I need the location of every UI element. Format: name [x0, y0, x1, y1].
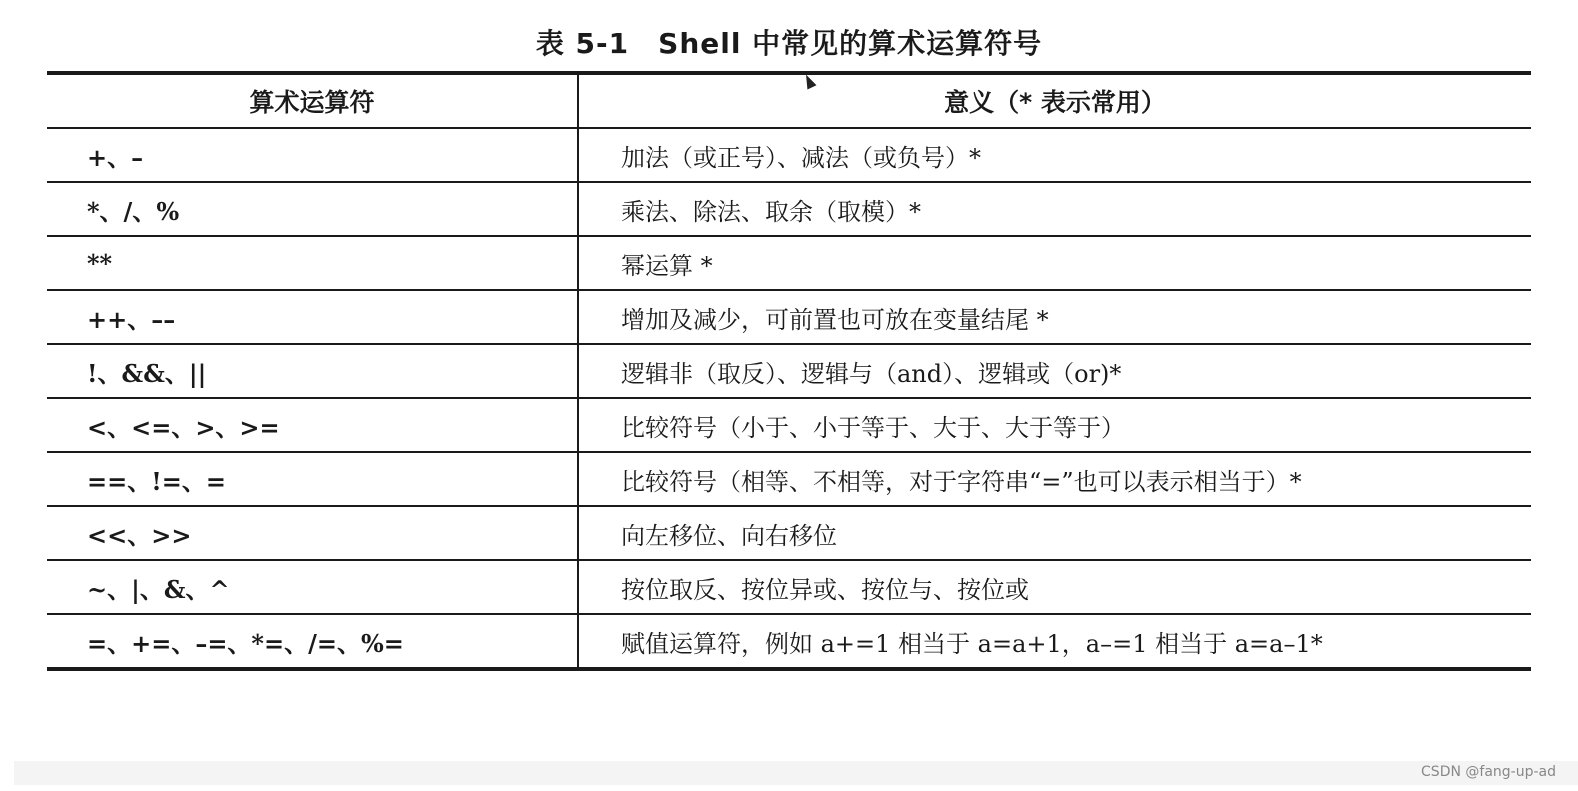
operator-cell: +、–: [47, 128, 578, 182]
meaning-cell: 比较符号（小于、小于等于、大于、大于等于）: [578, 398, 1531, 452]
table-row: [47, 236, 1531, 290]
header-meaning: 意义（* 表示常用）: [578, 73, 1531, 128]
operator-cell: **: [47, 236, 578, 290]
table-row: [47, 128, 1531, 182]
operator-cell: ++、––: [47, 290, 578, 344]
meaning-cell: 逻辑非（取反）、逻辑与（and）、逻辑或（or)*: [578, 344, 1531, 398]
meaning-cell: 比较符号（相等、不相等，对于字符串“=”也可以表示相当于）*: [578, 452, 1531, 506]
table-header-row: [47, 73, 1531, 128]
table-row: [47, 452, 1531, 506]
meaning-cell: 赋值运算符，例如 a+=1 相当于 a=a+1，a–=1 相当于 a=a–1*: [578, 614, 1531, 669]
meaning-cell: 增加及减少，可前置也可放在变量结尾 *: [578, 290, 1531, 344]
operator-cell: =、+=、–=、*=、/=、%=: [47, 614, 578, 669]
table-row: [47, 560, 1531, 614]
meaning-cell: 向左移位、向右移位: [578, 506, 1531, 560]
watermark: CSDN @fang-up-ad: [1421, 764, 1556, 780]
table-row: [47, 182, 1531, 236]
operator-cell: <、<=、>、>=: [47, 398, 578, 452]
table-title: 表 5-1 Shell 中常见的算术运算符号: [535, 27, 1043, 60]
table-row: [47, 344, 1531, 398]
meaning-cell: 幂运算 *: [578, 236, 1531, 290]
meaning-cell: 加法（或正号）、减法（或负号）*: [578, 128, 1531, 182]
operator-cell: ~、|、&、^: [47, 560, 578, 614]
meaning-cell: 按位取反、按位异或、按位与、按位或: [578, 560, 1531, 614]
operator-cell: ==、!=、=: [47, 452, 578, 506]
table-row: [47, 290, 1531, 344]
operator-cell: *、/、%: [47, 182, 578, 236]
table-row: [47, 398, 1531, 452]
meaning-cell: 乘法、除法、取余（取模）*: [578, 182, 1531, 236]
operator-cell: !、&&、||: [47, 344, 578, 398]
footer-bar: [14, 761, 1578, 785]
table-row: [47, 506, 1531, 560]
operator-cell: <<、>>: [47, 506, 578, 560]
table-row: [47, 614, 1531, 669]
header-operator: 算术运算符: [47, 73, 578, 128]
operators-table: [47, 71, 1531, 671]
